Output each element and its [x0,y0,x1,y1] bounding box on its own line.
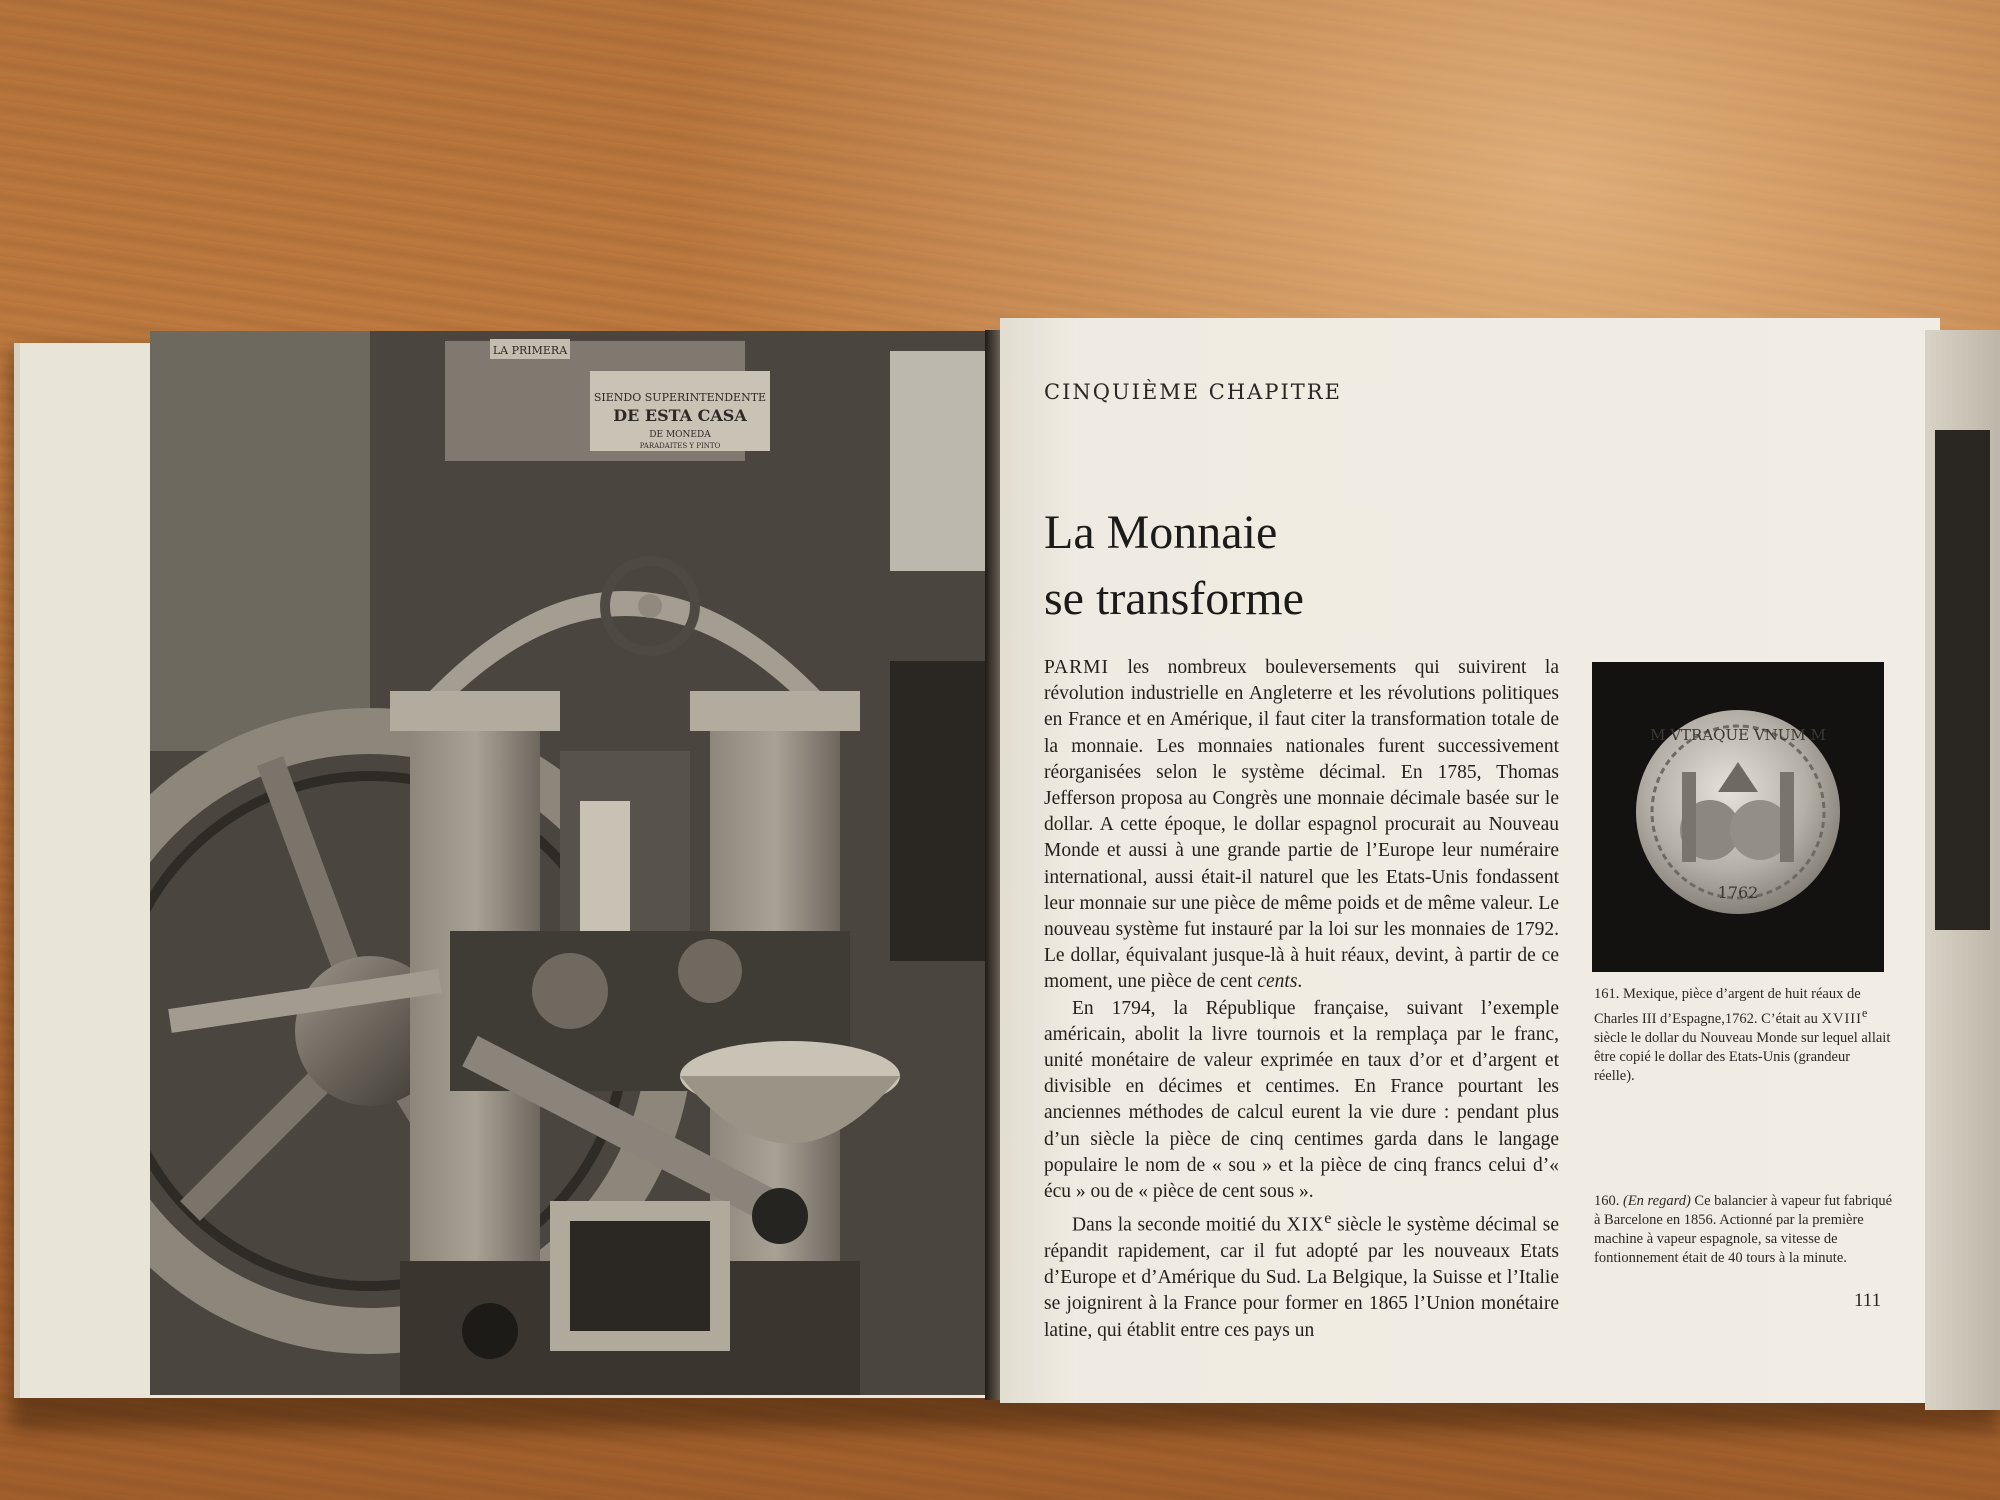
caption-160 [1594,1192,1894,1268]
caption-161-text-b: siècle le dollar du Nouveau Monde sur lequel allait être copié le dollar des Etats-Unis (grandeur réelle). [1594,1029,1891,1084]
paragraph-3 [1044,1205,1559,1344]
title-line-2: se transforme [1044,572,1304,625]
next-page-photo-edge [1935,430,1990,930]
right-page-edge [1925,330,2000,1410]
caption-161-century: XVIII [1821,1010,1862,1027]
coin-illustration [1592,662,1884,972]
body-text [1044,655,1559,1344]
paragraph-1-text: les nombreux bouleversements qui suivirent la révolution industrielle en Angleterre et les révolutions politiques en France et en Amérique, il faut citer la transformation totale de la monnaie. Les monnaies nationales furent successivement réorganisées selon le système décimal. En 1785, Thomas Jefferson proposa au Congrès une monnaie décimale basée sur le dollar. A cette époque, le dollar espagnol procurait au Nouveau Monde et aussi à une grande partie de l’Europe leur numéraire international, aussi était-il naturel que les Etats-Unis fondassent leur monnaie sur une pièce de même poids et de même valeur. Le nouveau système fut instauré par la loi sur les monnaies de 1792. Le dollar, équivalant jusque-là à huit réaux, devint, à partir de ce moment, une pièce de cent [1044,657,1559,993]
page-title [1044,500,1304,632]
paragraph-1 [1044,655,1559,996]
century-xix: XIX [1286,1214,1325,1236]
page-number: 111 [1854,1290,1882,1311]
paragraph-2: En 1794, la République française, suivant l’exemple américain, abolit la livre tournois et la remplaça par le franc, unité monétaire de valeur exprimée en taux d’or et d’argent et divisible en décimes et centimes. En France pourtant les anciennes méthodes de calcul eurent la vie dure : pendant plus d’un siècle la pièce de cinq centimes garda dans le langage populaire le nom de « sou » et la pièce de cinq francs celui d’« écu » ou de « pièce de cent sous ». [1044,997,1559,1203]
left-page-margin [20,343,150,1398]
paragraph-3-text-b: siècle le système décimal se répandit rapidement, car il fut adopté par les nouveaux Etats d’Europe et d’Amérique du Sud. La Belgique, la Suisse et l’Italie se joignirent à la France pour former en 1865 l’Union monétaire latine, qui établit entre ces pays un [1044,1214,1560,1341]
caption-161-sup: e [1861,1006,1868,1020]
cents-word: cents [1257,971,1298,993]
coin-photo [1592,662,1884,972]
coin-legend: M VTRAQUE VNUM M [1650,726,1826,744]
paragraph-3-text-a: Dans la seconde moitié du [1072,1214,1287,1236]
paragraph-1-end: . [1297,971,1303,993]
plaque-text-4: PARADAITES Y PINTO [639,442,721,450]
plaque-text-1: SIENDO SUPERINTENDENTE [593,391,767,404]
caption-160-regard: (En regard) [1623,1193,1691,1209]
title-line-1: La Monnaie [1044,506,1278,559]
caption-161-text-a: 161. Mexique, pièce d’argent de huit réaux de Charles III d’Espagne,1762. C’était au [1594,986,1861,1027]
lead-word: PARMI [1044,657,1109,678]
caption-161 [1594,985,1894,1086]
coin-year: 1762 [1717,883,1759,902]
century-sup: e [1324,1209,1332,1228]
plaque-text-2: DE ESTA CASA [613,406,747,425]
chapter-heading: CINQUIÈME CHAPITRE [1044,380,1342,404]
steam-press-illustration [150,331,990,1395]
caption-160-number: 160. [1594,1193,1623,1209]
plaque-left-text: LA PRIMERA [492,344,568,357]
steam-press-photo [150,331,990,1395]
plaque-text-3: DE MONEDA [649,430,711,440]
caption-160-text: Ce balancier à vapeur fut fabriqué à Barcelone en 1856. Actionné par la première machine à vapeur espagnole, sa vitesse de fontionnement était de 40 tours à la minute. [1594,1193,1893,1266]
